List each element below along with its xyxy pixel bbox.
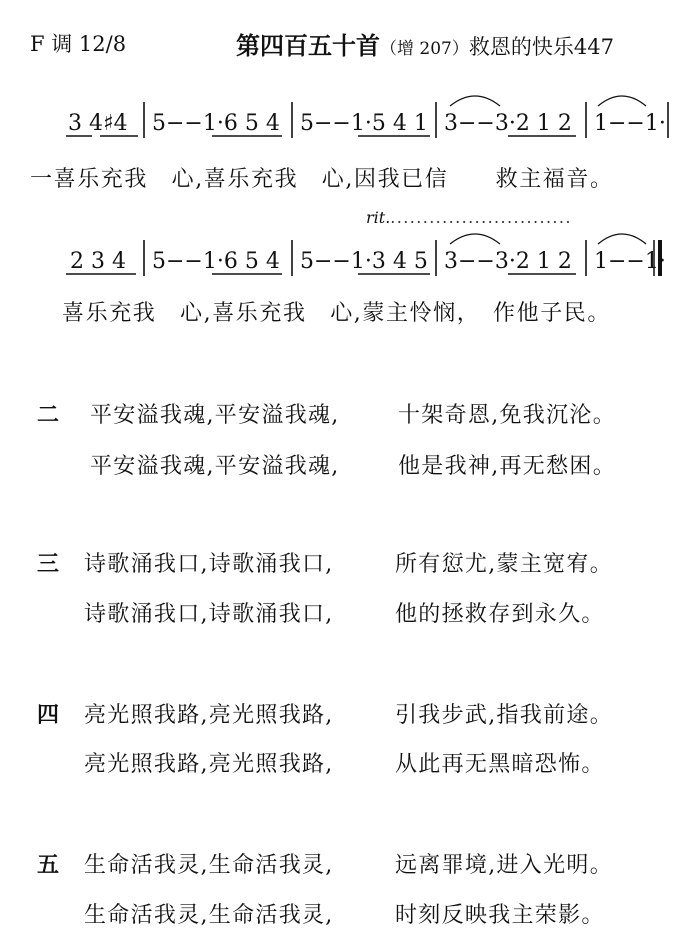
measure-notes: 3−−3·2 1 2 <box>444 249 572 274</box>
key-signature: F 调 12/8 <box>30 32 127 56</box>
page-number: 447 <box>573 35 614 59</box>
verse-text: 平安溢我魂,平安溢我魂, <box>90 454 340 479</box>
verse-text: 生命活我灵,生命活我灵, <box>84 903 334 928</box>
verse-text: 他的拯救存到永久。 <box>395 602 605 627</box>
title-main: 第四百五十首 <box>236 31 380 60</box>
score-line-2 <box>66 234 666 276</box>
verse-number: 五 <box>37 852 60 878</box>
verse-text: 诗歌涌我口,诗歌涌我口, <box>84 552 334 577</box>
score-line-1 <box>66 96 668 138</box>
measure-notes: 1−−1· <box>594 249 666 274</box>
tie-arc <box>450 234 500 244</box>
rit-dots: ............................ <box>390 208 572 227</box>
verse-text: 亮光照我路,亮光照我路, <box>84 703 334 728</box>
verse-text: 十架奇恩,免我沉沦。 <box>398 403 616 428</box>
title-name: 救恩的快乐 <box>468 35 574 59</box>
verse-text: 诗歌涌我口,诗歌涌我口, <box>84 602 334 627</box>
measure-notes: 1−−1· <box>594 111 666 136</box>
lyric-line-2: 喜乐充我 心,喜乐充我 心,蒙主怜悯， 作他子民。 <box>62 301 611 326</box>
verse-text: 从此再无黑暗恐怖。 <box>395 752 605 777</box>
verse-text: 生命活我灵,生命活我灵, <box>84 853 334 878</box>
verse-number: 四 <box>37 702 60 728</box>
verse-text: 平安溢我魂,平安溢我魂, <box>90 403 340 428</box>
verse-text: 远离罪境,进入光明。 <box>395 853 613 878</box>
measure-notes: 2 3 4 <box>70 249 126 274</box>
tie-arc <box>450 96 500 106</box>
verse-text: 引我步武,指我前途。 <box>395 703 613 728</box>
tie-arc <box>598 234 646 244</box>
rit-label: rit. <box>366 208 391 227</box>
measure-notes: 5−−1·5 4 1 <box>300 111 428 136</box>
verse-number: 二 <box>37 402 60 428</box>
verse-number: 三 <box>37 551 60 577</box>
measure-notes: 5−−1·6 5 4 <box>152 249 280 274</box>
verse-text: 所有愆尤,蒙主宽宥。 <box>395 552 613 577</box>
verse-text: 时刻反映我主荣影。 <box>395 903 605 928</box>
lyric-line-1: 一喜乐充我 心,喜乐充我 心,因我已信 救主福音。 <box>30 167 614 192</box>
verse-text: 他是我神,再无愁困。 <box>398 454 616 479</box>
verse-text: 亮光照我路,亮光照我路, <box>84 752 334 777</box>
measure-notes: 5−−1·3 4 5 <box>300 249 428 274</box>
measure-notes: 3−−3·2 1 2 <box>444 111 572 136</box>
title-sub: （增 207） <box>380 39 469 59</box>
measure-notes: 5−−1·6 5 4 <box>152 111 280 136</box>
measure-notes: 3 4♯4 <box>68 111 128 136</box>
tie-arc <box>598 96 646 106</box>
ritardando-marking <box>366 208 572 227</box>
